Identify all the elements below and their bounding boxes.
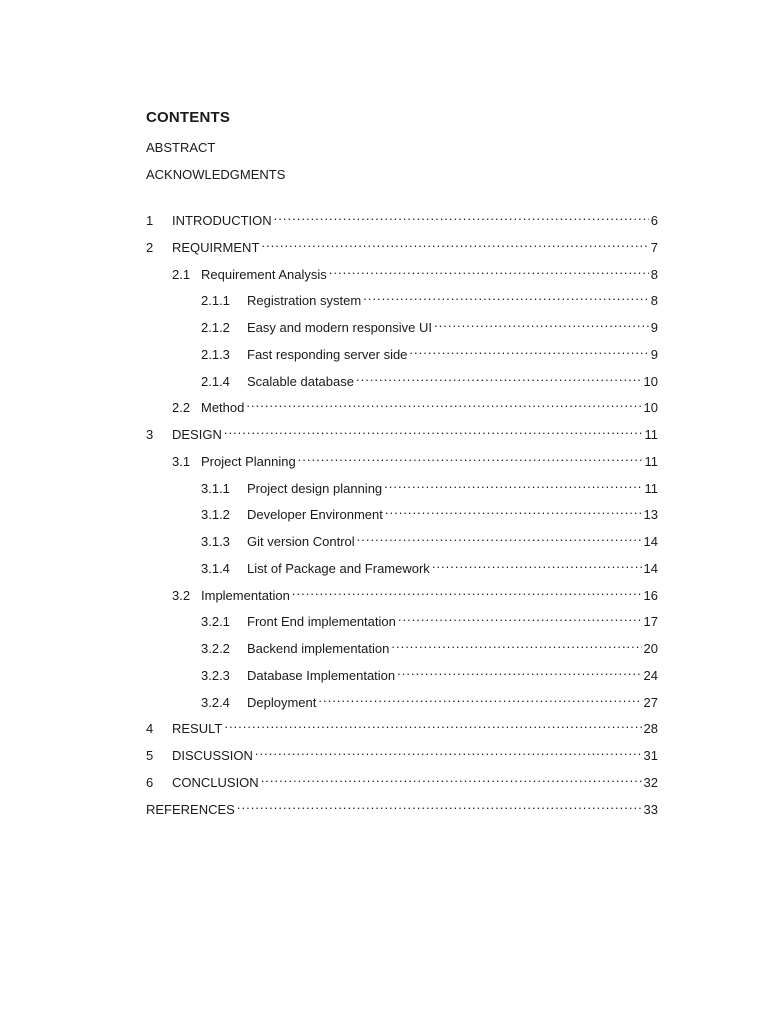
toc-entry[interactable] [201, 341, 658, 362]
toc-entry-title: REQUIRMENT [172, 240, 260, 255]
toc-entry-number: 2.1 [172, 267, 191, 282]
toc-entry[interactable] [146, 207, 658, 228]
toc-entry-page-number: 6 [650, 213, 658, 228]
toc-entry-number: 3.1 [172, 454, 191, 469]
toc-entry-number: 2.2 [172, 400, 191, 415]
toc-entry-title: REFERENCES [146, 802, 235, 817]
dot-leader [261, 234, 648, 252]
toc-entry-page-number: 16 [643, 588, 658, 603]
toc-entry-page-number: 8 [650, 267, 658, 282]
dot-leader [384, 475, 642, 493]
toc-entry[interactable] [201, 635, 658, 656]
toc-entry[interactable] [201, 501, 658, 522]
toc-entry-number: 1 [146, 213, 154, 228]
toc-entry-number: 2.1.1 [201, 293, 230, 308]
toc-entry-title: Scalable database [247, 374, 354, 389]
toc-entry-page-number: 11 [644, 454, 658, 469]
dot-leader [356, 368, 642, 386]
toc-entry-number: 3.2.2 [201, 641, 230, 656]
toc-entry-title: Registration system [247, 293, 362, 308]
toc-entry[interactable] [146, 742, 658, 763]
toc-entry-page-number: 7 [650, 240, 658, 255]
dot-leader [261, 769, 642, 787]
dot-leader [246, 394, 641, 412]
toc-entry-title: Backend implementation [247, 641, 390, 656]
toc-entry-number: 6 [146, 775, 154, 790]
toc-entry-page-number: 8 [650, 293, 658, 308]
toc-entry-page-number: 24 [643, 668, 658, 683]
dot-leader [434, 314, 649, 332]
toc-entry[interactable] [146, 421, 658, 442]
toc-entry[interactable] [172, 448, 658, 469]
toc-entry[interactable] [201, 608, 658, 629]
toc-entry-page-number: 11 [644, 481, 658, 496]
toc-entry-title: DESIGN [172, 427, 222, 442]
toc-entry-title: Project Planning [201, 454, 296, 469]
toc-entry-number: 3.1.2 [201, 507, 230, 522]
toc-entry[interactable] [201, 314, 658, 335]
toc-entry-page-number: 27 [643, 695, 658, 710]
toc-entry-page-number: 31 [643, 748, 658, 763]
dot-leader [357, 528, 642, 546]
toc-entry-title: Developer Environment [247, 507, 383, 522]
dot-leader [409, 341, 648, 359]
toc-entry-number: 3.1.3 [201, 534, 230, 549]
toc-entry-number: 3.2.3 [201, 668, 230, 683]
toc-entry[interactable] [201, 528, 658, 549]
toc-entry-title: INTRODUCTION [172, 213, 272, 228]
toc-entry-number: 3 [146, 427, 154, 442]
toc-entry[interactable] [201, 287, 658, 308]
toc-entry-page-number: 10 [643, 374, 658, 389]
toc-entry[interactable] [201, 689, 658, 710]
dot-leader [391, 635, 641, 653]
toc-entry-page-number: 33 [643, 802, 658, 817]
toc-entry[interactable] [146, 715, 658, 736]
toc-entry-page-number: 14 [643, 561, 658, 576]
toc-entry-number: 3.2.1 [201, 614, 230, 629]
toc-entry[interactable] [172, 261, 658, 282]
toc-entry-page-number: 14 [643, 534, 658, 549]
front-matter-abstract: ABSTRACT [146, 140, 216, 155]
toc-entry-title: Deployment [247, 695, 317, 710]
dot-leader [329, 261, 649, 279]
dot-leader [318, 689, 641, 707]
toc-entry[interactable] [146, 234, 658, 255]
toc-entry-title: Method [201, 400, 245, 415]
toc-entry-title: Database Implementation [247, 668, 396, 683]
toc-entry[interactable] [201, 475, 658, 496]
dot-leader [363, 287, 649, 305]
toc-entry[interactable] [201, 555, 658, 576]
toc-entry-page-number: 17 [643, 614, 658, 629]
toc-entry-title: Front End implementation [247, 614, 396, 629]
toc-entry-page-number: 13 [643, 507, 658, 522]
toc-entry-title: Project design planning [247, 481, 383, 496]
toc-entry-page-number: 20 [643, 641, 658, 656]
toc-entry-number: 4 [146, 721, 154, 736]
toc-entry[interactable] [172, 582, 658, 603]
toc-entry-title: RESULT [172, 721, 223, 736]
toc-entry-number: 3.2.4 [201, 695, 230, 710]
dot-leader [298, 448, 643, 466]
toc-entry-number: 2.1.2 [201, 320, 230, 335]
toc-entry[interactable] [146, 796, 658, 817]
dot-leader [274, 207, 649, 225]
toc-entry-page-number: 11 [644, 427, 658, 442]
toc-entry-number: 3.2 [172, 588, 191, 603]
dot-leader [385, 501, 642, 519]
dot-leader [397, 662, 641, 680]
toc-entry-title: Implementation [201, 588, 290, 603]
toc-entry-page-number: 28 [643, 721, 658, 736]
toc-entry-number: 2.1.3 [201, 347, 230, 362]
toc-entry-page-number: 32 [643, 775, 658, 790]
dot-leader [224, 421, 643, 439]
toc-entry-number: 3.1.1 [201, 481, 230, 496]
front-matter-acknowledgments: ACKNOWLEDGMENTS [146, 167, 286, 182]
toc-entry-page-number: 9 [650, 320, 658, 335]
toc-entry-title: CONCLUSION [172, 775, 259, 790]
toc-entry-number: 5 [146, 748, 154, 763]
dot-leader [255, 742, 642, 760]
toc-entry[interactable] [146, 769, 658, 790]
toc-entry-number: 2 [146, 240, 154, 255]
dot-leader [398, 608, 642, 626]
dot-leader [292, 582, 642, 600]
toc-entry[interactable] [201, 662, 658, 683]
toc-entry-title: Git version Control [247, 534, 355, 549]
toc-entry-page-number: 10 [643, 400, 658, 415]
toc-entry-title: Easy and modern responsive UI [247, 320, 432, 335]
toc-entry-number: 3.1.4 [201, 561, 230, 576]
toc-entry-title: Requirement Analysis [201, 267, 327, 282]
dot-leader [224, 715, 641, 733]
toc-entry-title: List of Package and Framework [247, 561, 430, 576]
toc-entry[interactable] [201, 368, 658, 389]
toc-entry-title: DISCUSSION [172, 748, 253, 763]
dot-leader [237, 796, 642, 814]
toc-entry-page-number: 9 [650, 347, 658, 362]
toc-entry-title: Fast responding server side [247, 347, 408, 362]
dot-leader [432, 555, 642, 573]
toc-entry-number: 2.1.4 [201, 374, 230, 389]
toc-title: CONTENTS [146, 109, 231, 126]
toc-entry[interactable] [172, 394, 658, 415]
